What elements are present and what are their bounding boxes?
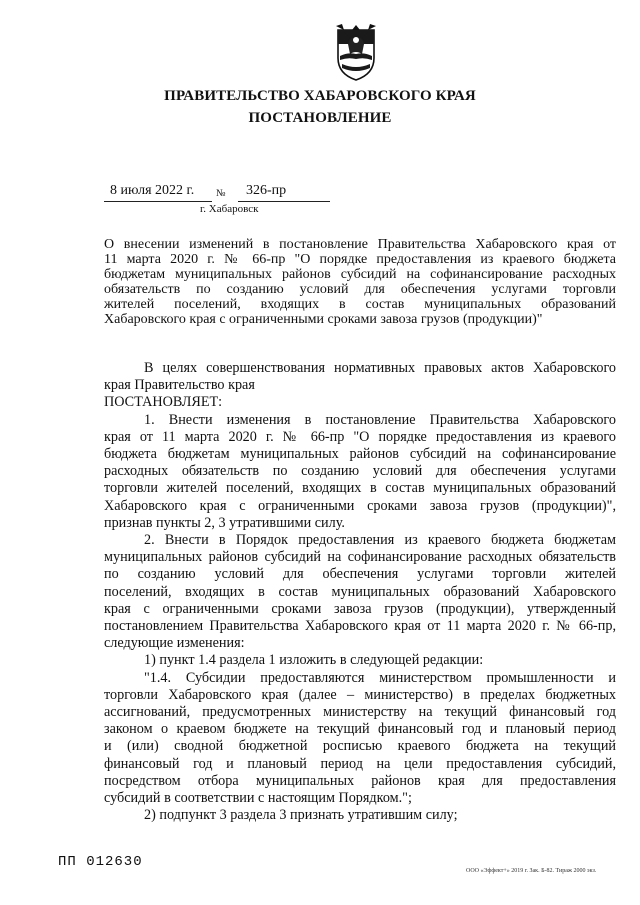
body-line: "1.4. Субсидии предоставляются министерством промышленности и <box>144 669 616 686</box>
body-line: ПОСТАНОВЛЯЕТ: <box>104 394 223 411</box>
body-line: муниципальных районов субсидий на софинансирование расходных обязательств <box>104 549 616 566</box>
coat-of-arms-icon <box>334 24 378 82</box>
subject-line: жителей поселений, входящих в состав муниципальных образований <box>104 297 616 312</box>
subject-line: О внесении изменений в постановление Правительства Хабаровского края от <box>104 237 616 252</box>
body-line: постановлением Правительства Хабаровского края от 11 марта 2020 г. № 66-пр, <box>104 618 616 635</box>
subject-line: 11 марта 2020 г. № 66-пр "О порядке предоставления из краевого бюджета <box>104 252 616 267</box>
body-line: законом о краевом бюджете на текущий финансовый год и плановый период <box>104 721 616 738</box>
body-line: торговли жителей поселений, входящих в состав муниципальных образований <box>104 480 616 497</box>
body-line: субсидий в соответствии с настоящим Порядком."; <box>104 790 412 807</box>
body-line: 2) подпункт 3 раздела 3 признать утратившим силу; <box>144 807 458 824</box>
document-body <box>104 360 616 824</box>
body-line: расходных обязательств по созданию условий для обеспечения услугами <box>104 463 616 480</box>
body-line: Хабаровского края с ограниченными сроками завоза грузов (продукции)", <box>104 497 616 514</box>
body-line: и (или) сводной бюджетной росписью краевого бюджета на текущий <box>104 738 616 755</box>
document-subject <box>104 237 616 327</box>
body-line: края с ограниченными сроками завоза грузов (продукции), утвержденный <box>104 600 616 617</box>
body-line: 1. Внести изменения в постановление Правительства Хабаровского <box>144 411 616 428</box>
form-serial-number: ПП 012630 <box>58 854 143 870</box>
document-date: 8 июля 2022 г. <box>110 183 195 198</box>
body-line: бюджета бюджетам муниципальных районов субсидий на софинансирование <box>104 446 616 463</box>
subject-line: Хабаровского края с ограниченными сроками завоза грузов (продукции)" <box>104 312 543 327</box>
body-line: края Правительство края <box>104 377 255 394</box>
body-line: торговли Хабаровского края (далее – министерство) в пределах бюджетных <box>104 686 616 703</box>
body-line: посредством отбора муниципальных районов края для предоставления <box>104 772 616 789</box>
body-line: по созданию условий для обеспечения услугами торговли жителей <box>104 566 616 583</box>
body-line: финансовый год и плановый период на цели предоставления субсидий, <box>104 755 616 772</box>
government-title: ПРАВИТЕЛЬСТВО ХАБАРОВСКОГО КРАЯ <box>164 88 476 104</box>
body-line: следующие изменения: <box>104 635 245 652</box>
print-imprint: ООО «Эффект+» 2019 г. Зак. Б-82. Тираж 2000 экз. <box>466 868 597 874</box>
document-type-title: ПОСТАНОВЛЕНИЕ <box>248 110 392 126</box>
body-line: поселений, входящих в состав муниципальных образований Хабаровского <box>104 583 616 600</box>
subject-line: бюджетам муниципальных районов субсидий на софинансирование расходных <box>104 267 616 282</box>
city-line: г. Хабаровск <box>200 203 259 215</box>
body-line: 2. Внести в Порядок предоставления из краевого бюджета бюджетам <box>144 532 616 549</box>
number-label: № <box>216 188 226 199</box>
body-line: ассигнований, предусмотренных министерству на текущий финансовый год <box>104 704 616 721</box>
body-line: края от 11 марта 2020 г. № 66-пр "О порядке предоставления из краевого <box>104 428 616 445</box>
number-underline <box>238 201 330 202</box>
date-underline <box>104 201 212 202</box>
document-number: 326-пр <box>246 183 287 198</box>
body-line: 1) пункт 1.4 раздела 1 изложить в следующей редакции: <box>144 652 484 669</box>
subject-line: обязательств по созданию условий для обеспечения услугами торговли <box>104 282 616 297</box>
body-line: В целях совершенствования нормативных правовых актов Хабаровского <box>144 360 616 376</box>
body-line: признав пункты 2, 3 утратившими силу. <box>104 514 345 531</box>
